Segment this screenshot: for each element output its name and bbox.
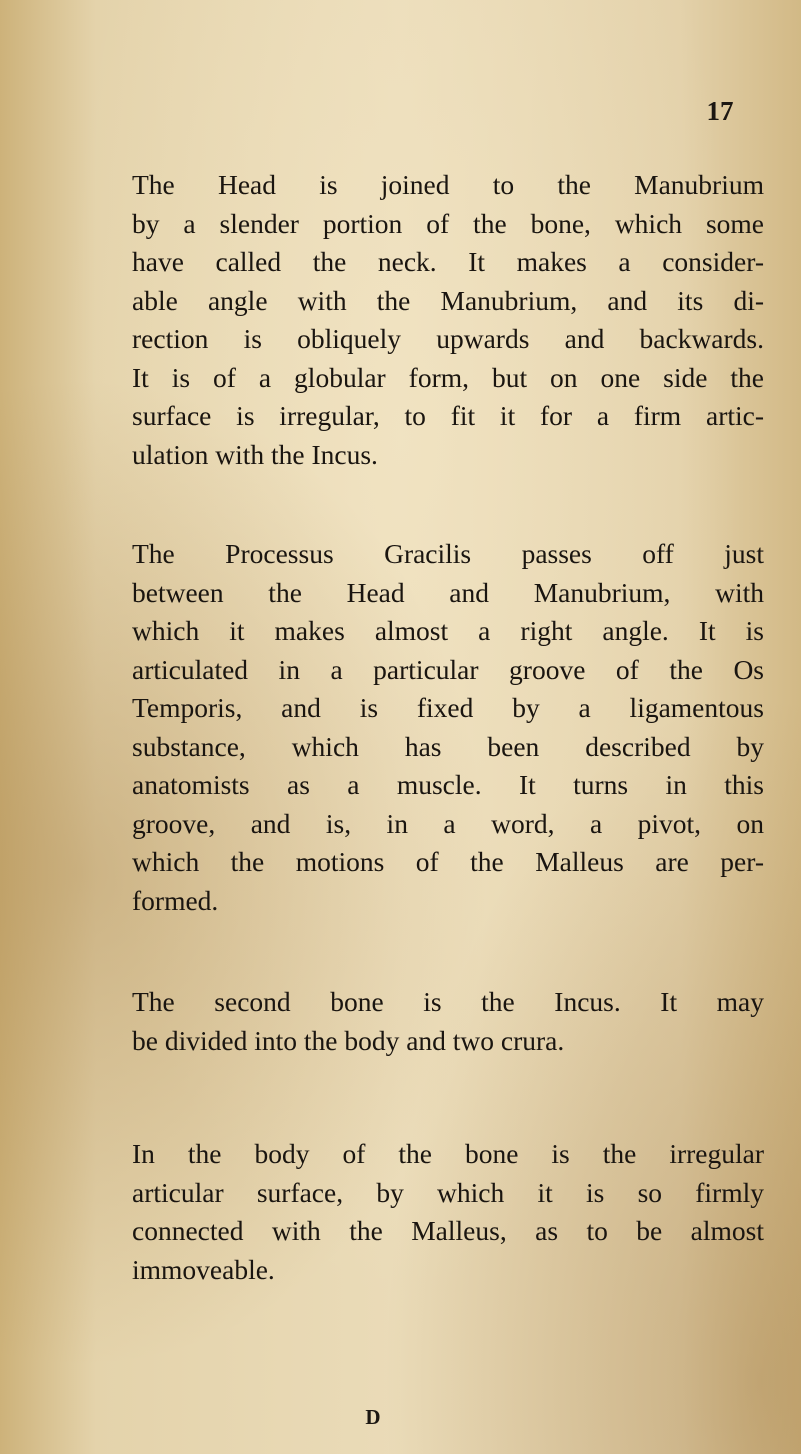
text-line: In the body of the bone is the irregular (132, 1138, 764, 1169)
text-line: immoveable. (132, 1253, 275, 1285)
text-line: The Processus Gracilis passes off just (132, 538, 764, 569)
text-line: have called the neck. It makes a consider- (132, 246, 764, 277)
signature-mark: D (365, 1405, 381, 1429)
paragraph-incus (132, 983, 764, 1060)
text-line: groove, and is, in a word, a pivot, on (132, 807, 764, 839)
paragraph-head-manubrium (132, 166, 764, 474)
text-line: which it makes almost a right angle. It is (132, 615, 764, 646)
text-line: by a slender portion of the bone, which some (132, 207, 764, 239)
text-line: between the Head and Manubrium, with (132, 576, 764, 608)
text-line: able angle with the Manubrium, and its di- (132, 284, 764, 316)
text-line: Temporis, and is fixed by a ligamentous (132, 692, 764, 723)
text-line: connected with the Malleus, as to be almost (132, 1215, 764, 1246)
text-line: articular surface, by which it is so firmly (132, 1176, 764, 1208)
text-line: The Head is joined to the Manubrium (132, 169, 764, 200)
text-line: which the motions of the Malleus are per- (132, 846, 764, 877)
text-line: It is of a globular form, but on one side the (132, 361, 764, 393)
text-line: substance, which has been described by (132, 730, 764, 762)
text-line: ulation with the Incus. (132, 438, 378, 470)
text-line: rection is obliquely upwards and backwards. (132, 323, 764, 354)
text-line: be divided into the body and two crura. (132, 1024, 565, 1056)
text-line: The second bone is the Incus. It may (132, 986, 764, 1017)
text-line: surface is irregular, to fit it for a firm artic- (132, 400, 764, 431)
paragraph-incus-body (132, 1135, 764, 1289)
text-line: anatomists as a muscle. It turns in this (132, 769, 764, 800)
text-line: formed. (132, 884, 219, 916)
text-line: articulated in a particular groove of the Os (132, 653, 764, 685)
page-number: 17 (706, 96, 734, 126)
paragraph-processus-gracilis (132, 535, 764, 920)
